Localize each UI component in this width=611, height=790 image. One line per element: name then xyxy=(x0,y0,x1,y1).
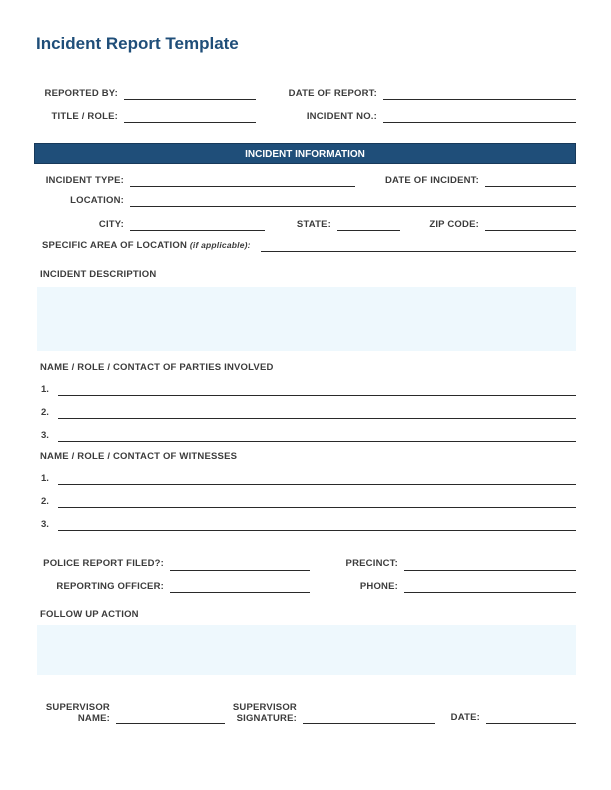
police-report-filed-label: POLICE REPORT FILED?: xyxy=(43,558,164,569)
date-of-incident-field[interactable] xyxy=(485,186,576,187)
supervisor-date-label: DATE: xyxy=(450,712,480,723)
city-field[interactable] xyxy=(130,230,265,231)
incident-type-label: INCIDENT TYPE: xyxy=(45,175,124,186)
party-line-2[interactable] xyxy=(58,418,576,419)
supervisor-name-label xyxy=(30,702,110,724)
incident-description-label: INCIDENT DESCRIPTION xyxy=(40,269,157,280)
title-role-field[interactable] xyxy=(124,122,256,123)
supervisor-name-label-line1: SUPERVISOR xyxy=(45,702,110,713)
specific-area-field[interactable] xyxy=(261,251,576,252)
title-role-label: TITLE / ROLE: xyxy=(51,111,118,122)
incident-type-field[interactable] xyxy=(130,186,355,187)
specific-area-label xyxy=(42,240,251,251)
police-report-filed-field[interactable] xyxy=(170,570,310,571)
party-number-2: 2. xyxy=(41,407,49,418)
party-number-1: 1. xyxy=(41,384,49,395)
reporting-officer-field[interactable] xyxy=(170,592,310,593)
witnesses-label: NAME / ROLE / CONTACT OF WITNESSES xyxy=(40,451,238,462)
incident-no-field[interactable] xyxy=(383,122,576,123)
precinct-label: PRECINCT: xyxy=(345,558,398,569)
supervisor-name-label-line2: NAME: xyxy=(77,713,110,724)
date-of-report-label: DATE OF REPORT: xyxy=(288,88,377,99)
witness-number-3: 3. xyxy=(41,519,49,530)
incident-no-label: INCIDENT NO.: xyxy=(306,111,377,122)
date-of-report-field[interactable] xyxy=(383,99,576,100)
location-label: LOCATION: xyxy=(70,195,124,206)
party-line-1[interactable] xyxy=(58,395,576,396)
precinct-field[interactable] xyxy=(404,570,576,571)
supervisor-name-field[interactable] xyxy=(116,723,225,724)
specific-area-hint: (if applicable): xyxy=(189,240,251,250)
state-field[interactable] xyxy=(337,230,400,231)
city-label: CITY: xyxy=(98,219,124,230)
witness-number-1: 1. xyxy=(41,473,49,484)
state-label: STATE: xyxy=(296,219,331,230)
supervisor-signature-field[interactable] xyxy=(303,723,435,724)
reporting-officer-label: REPORTING OFFICER: xyxy=(56,581,164,592)
supervisor-signature-label-line1: SUPERVISOR xyxy=(232,702,297,713)
date-of-incident-label: DATE OF INCIDENT: xyxy=(385,175,479,186)
witness-line-1[interactable] xyxy=(58,484,576,485)
incident-description-box[interactable] xyxy=(37,287,576,351)
incident-information-banner: INCIDENT INFORMATION xyxy=(34,143,576,164)
party-number-3: 3. xyxy=(41,430,49,441)
reported-by-label: REPORTED BY: xyxy=(44,88,118,99)
parties-involved-label: NAME / ROLE / CONTACT OF PARTIES INVOLVED xyxy=(40,362,274,373)
witness-line-3[interactable] xyxy=(58,530,576,531)
supervisor-signature-label xyxy=(220,702,297,724)
witness-number-2: 2. xyxy=(41,496,49,507)
zip-code-field[interactable] xyxy=(485,230,576,231)
page-title: Incident Report Template xyxy=(36,34,239,53)
supervisor-date-field[interactable] xyxy=(486,723,576,724)
party-line-3[interactable] xyxy=(58,441,576,442)
supervisor-signature-label-line2: SIGNATURE: xyxy=(236,713,297,724)
phone-field[interactable] xyxy=(404,592,576,593)
witness-line-2[interactable] xyxy=(58,507,576,508)
phone-label: PHONE: xyxy=(359,581,398,592)
follow-up-action-box[interactable] xyxy=(37,625,576,675)
specific-area-text: SPECIFIC AREA OF LOCATION xyxy=(42,240,188,251)
zip-code-label: ZIP CODE: xyxy=(429,219,479,230)
follow-up-action-label: FOLLOW UP ACTION xyxy=(40,609,139,620)
reported-by-field[interactable] xyxy=(124,99,256,100)
location-field[interactable] xyxy=(130,206,576,207)
